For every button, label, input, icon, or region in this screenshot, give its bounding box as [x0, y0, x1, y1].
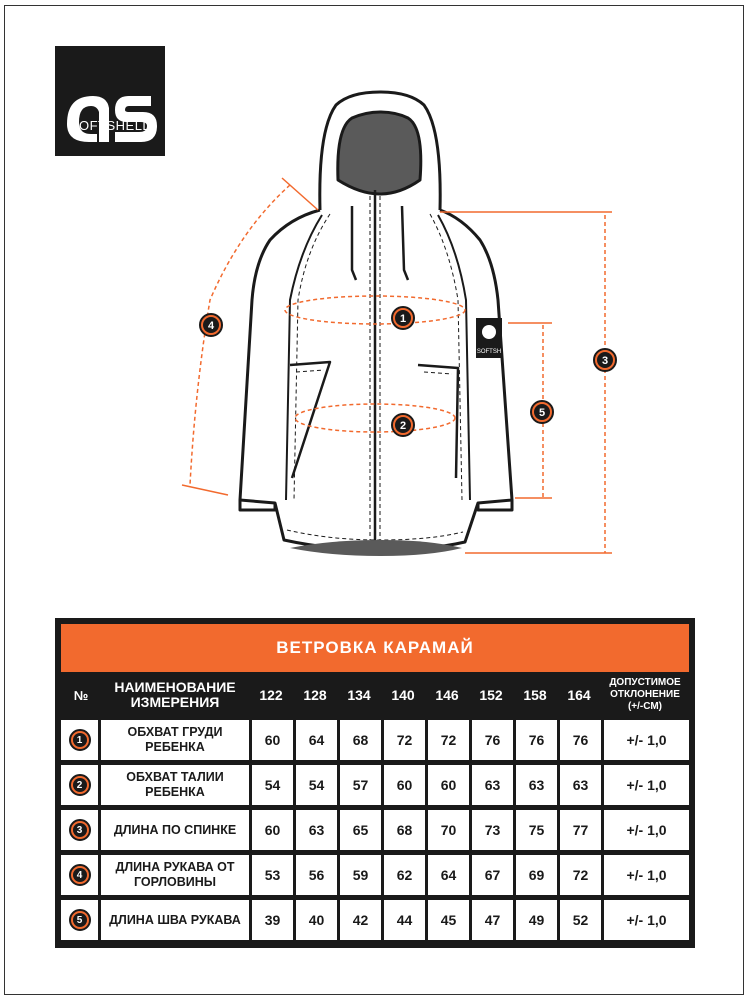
- svg-text:4: 4: [207, 320, 215, 332]
- row-tolerance-cell: +/- 1,0: [604, 900, 689, 940]
- row-name-cell: ДЛИНА РУКАВА ОТ ГОРЛОВИНЫ: [101, 855, 249, 895]
- row-tolerance-cell: +/- 1,0: [604, 720, 689, 760]
- svg-text:3: 3: [601, 355, 609, 367]
- row-value-cell: 60: [252, 810, 293, 850]
- row-value-cell: 60: [384, 765, 425, 805]
- marker-3: [594, 349, 616, 371]
- row-value-cell: 63: [516, 765, 557, 805]
- row-value-cell: 70: [428, 810, 469, 850]
- right-pocket: [418, 365, 458, 478]
- row-value-cell: 76: [472, 720, 513, 760]
- header-size: 140: [391, 687, 415, 703]
- row-number-badge: 4: [69, 864, 91, 886]
- svg-text:2: 2: [399, 420, 407, 432]
- row-value-cell: 53: [252, 855, 293, 895]
- header-name: НАИМЕНОВАНИЕ ИЗМЕРЕНИЯ: [114, 679, 236, 710]
- hood-opening: [338, 112, 421, 194]
- row-value-cell: 54: [252, 765, 293, 805]
- row-value-cell: 69: [516, 855, 557, 895]
- row-value-cell: 40: [296, 900, 337, 940]
- header-size: 158: [523, 687, 547, 703]
- row-name-cell: ОБХВАТ ГРУДИ РЕБЕНКА: [101, 720, 249, 760]
- row-number-badge: 3: [69, 819, 91, 841]
- row-name-cell: ОБХВАТ ТАЛИИ РЕБЕНКА: [101, 765, 249, 805]
- row-value-cell: 63: [560, 765, 601, 805]
- row-value-cell: 72: [384, 720, 425, 760]
- row-value-cell: 68: [384, 810, 425, 850]
- row-value-cell: 42: [340, 900, 381, 940]
- row-value-cell: 59: [340, 855, 381, 895]
- row-value-cell: 76: [560, 720, 601, 760]
- marker-2: [392, 414, 414, 436]
- row-value-cell: 47: [472, 900, 513, 940]
- size-table: [55, 618, 695, 948]
- row-value-cell: 72: [560, 855, 601, 895]
- row-number-badge: 1: [69, 729, 91, 751]
- svg-text:5: 5: [538, 407, 546, 419]
- row-value-cell: 57: [340, 765, 381, 805]
- sleeve-badge-text: SOFTSH: [476, 349, 502, 355]
- header-size: 122: [259, 687, 283, 703]
- row-value-cell: 65: [340, 810, 381, 850]
- row-number-cell: [61, 810, 98, 850]
- row-value-cell: 60: [252, 720, 293, 760]
- row-value-cell: 76: [516, 720, 557, 760]
- row-value-cell: 39: [252, 900, 293, 940]
- header-size: 128: [303, 687, 327, 703]
- header-size: 134: [347, 687, 371, 703]
- header-size: 164: [567, 687, 591, 703]
- row-value-cell: 62: [384, 855, 425, 895]
- row-value-cell: 44: [384, 900, 425, 940]
- table-title: ВЕТРОВКА КАРАМАЙ: [61, 624, 689, 672]
- row-number-badge: 2: [69, 774, 91, 796]
- marker-4: [200, 314, 222, 336]
- row-value-cell: 63: [472, 765, 513, 805]
- row-tolerance-cell: +/- 1,0: [604, 855, 689, 895]
- table-header: [61, 672, 689, 718]
- row-value-cell: 73: [472, 810, 513, 850]
- row-number-badge: 5: [69, 909, 91, 931]
- row-value-cell: 77: [560, 810, 601, 850]
- row-value-cell: 54: [296, 765, 337, 805]
- row-number-cell: [61, 900, 98, 940]
- header-size: 146: [435, 687, 459, 703]
- svg-text:1: 1: [399, 313, 407, 325]
- row-value-cell: 52: [560, 900, 601, 940]
- table-row: [61, 900, 689, 940]
- row-tolerance-cell: +/- 1,0: [604, 810, 689, 850]
- row-tolerance-cell: +/- 1,0: [604, 765, 689, 805]
- row-name-cell: ДЛИНА ПО СПИНКЕ: [101, 810, 249, 850]
- row-number-cell: [61, 855, 98, 895]
- row-number-cell: [61, 720, 98, 760]
- row-value-cell: 64: [428, 855, 469, 895]
- table-row: [61, 765, 689, 805]
- row-value-cell: 56: [296, 855, 337, 895]
- row-value-cell: 64: [296, 720, 337, 760]
- marker-badges: [200, 307, 616, 436]
- header-size: 152: [479, 687, 503, 703]
- table-row: [61, 720, 689, 760]
- table-row: [61, 855, 689, 895]
- row-value-cell: 63: [296, 810, 337, 850]
- marker-5: [531, 401, 553, 423]
- logo-text: SOFTSHELL: [69, 118, 151, 133]
- row-value-cell: 68: [340, 720, 381, 760]
- row-name-cell: ДЛИНА ШВА РУКАВА: [101, 900, 249, 940]
- row-value-cell: 60: [428, 765, 469, 805]
- row-value-cell: 67: [472, 855, 513, 895]
- row-value-cell: 72: [428, 720, 469, 760]
- marker-1: [392, 307, 414, 329]
- row-value-cell: 75: [516, 810, 557, 850]
- row-number-cell: [61, 765, 98, 805]
- row-value-cell: 49: [516, 900, 557, 940]
- table-row: [61, 810, 689, 850]
- header-no: №: [73, 687, 89, 703]
- row-value-cell: 45: [428, 900, 469, 940]
- header-tolerance: ДОПУСТИМОЕ ОТКЛОНЕНИЕ (+/-СМ): [609, 677, 681, 712]
